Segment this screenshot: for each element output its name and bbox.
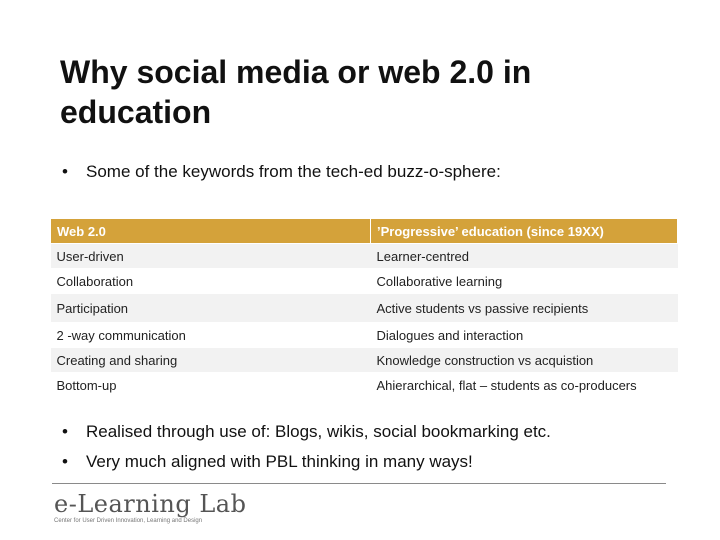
table-cell: Collaborative learning [371,269,678,294]
table-row [51,269,678,294]
table-cell: Active students vs passive recipients [371,294,678,323]
comparison-table [50,218,678,398]
bullet-icon: • [62,452,68,471]
table-cell: Creating and sharing [51,348,371,373]
table-header-web20: Web 2.0 [51,219,371,244]
logo-subtitle: Center for User Driven Innovation, Learning and Design [54,518,203,524]
table-cell: Collaboration [51,269,371,294]
table-row [51,294,678,323]
table-cell: Bottom-up [51,373,371,398]
table-header-progressive: ’Progressive’ education (since 19XX) [371,219,678,244]
table-cell: Participation [51,294,371,323]
footer-divider [52,483,666,484]
table-cell: Learner-centred [371,244,678,269]
bullet-pbl [62,452,473,472]
logo-text: e-Learning Lab [54,490,247,518]
table-cell: Dialogues and interaction [371,323,678,348]
table-cell: User-driven [51,244,371,269]
bullet-realised [62,422,551,442]
bullet-intro [62,162,501,182]
bullet-pbl-text: Very much aligned with PBL thinking in many ways! [86,452,473,471]
bullet-intro-text: Some of the keywords from the tech-ed buzz-o-sphere: [86,162,501,181]
table-cell: 2 -way communication [51,323,371,348]
table-row [51,244,678,269]
bullet-icon: • [62,162,68,181]
table-row [51,348,678,373]
table-row [51,373,678,398]
table-cell: Ahierarchical, flat – students as co-producers [371,373,678,398]
bullet-realised-text: Realised through use of: Blogs, wikis, social bookmarking etc. [86,422,551,441]
table-row [51,323,678,348]
table-cell: Knowledge construction vs acquistion [371,348,678,373]
slide-title: Why social media or web 2.0 in education [60,54,532,130]
table-header-row [51,219,678,244]
elearning-lab-logo [54,490,294,530]
bullet-icon: • [62,422,68,441]
